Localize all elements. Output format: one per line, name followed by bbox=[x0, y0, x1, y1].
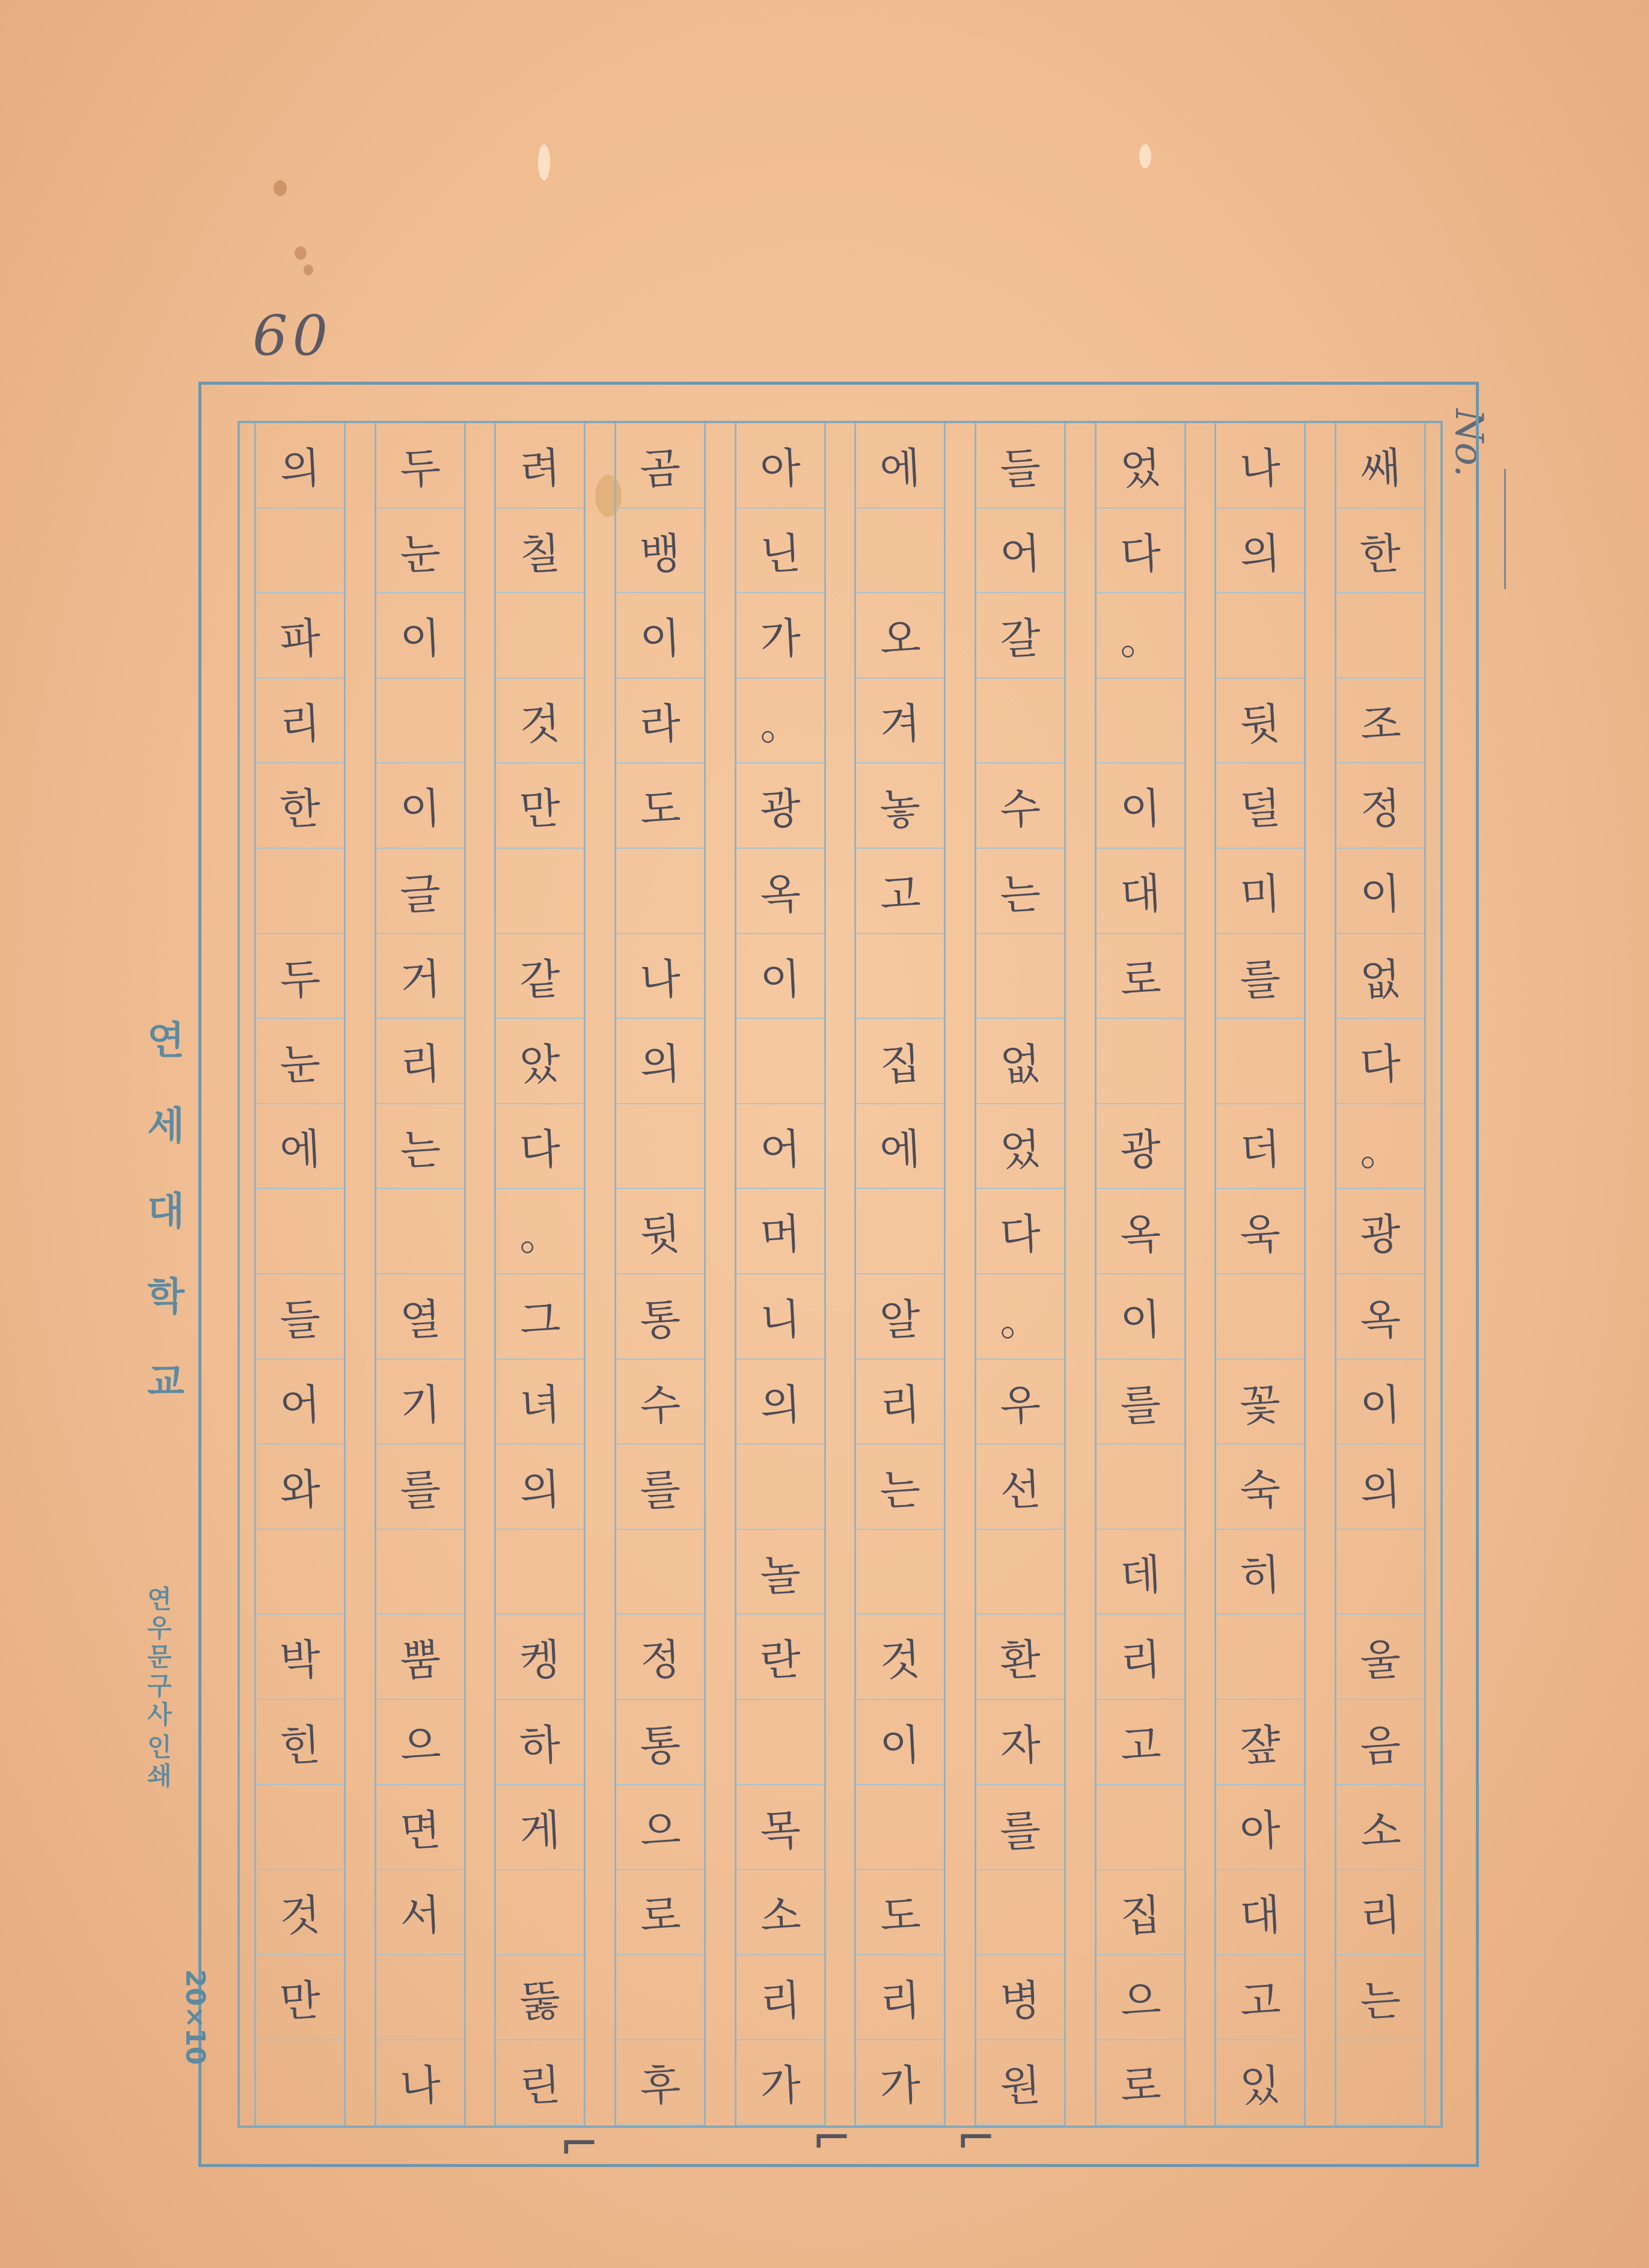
handwritten-char: 이 bbox=[1359, 1380, 1403, 1431]
margin-char: 사 bbox=[147, 1700, 172, 1729]
handwritten-char: 리 bbox=[1359, 1890, 1403, 1942]
handwritten-char: 리 bbox=[398, 1039, 442, 1091]
handwritten-char: 파 bbox=[278, 613, 322, 665]
handwritten-char: 는 bbox=[1359, 1975, 1403, 2027]
handwritten-char: 목 bbox=[759, 1805, 802, 1857]
handwritten-char: 려 bbox=[518, 443, 562, 495]
handwritten-char: 대 bbox=[1238, 1890, 1282, 1942]
handwritten-char: 다 bbox=[518, 1124, 562, 1176]
handwritten-char: 리 bbox=[759, 1975, 802, 2027]
handwritten-char: 광 bbox=[1119, 1124, 1162, 1176]
handwritten-char: 것 bbox=[878, 1634, 922, 1687]
handwritten-char: 만 bbox=[518, 783, 562, 836]
handwritten-char bbox=[974, 932, 1066, 1021]
handwritten-char: 도 bbox=[638, 783, 682, 836]
handwritten-char: 닌 bbox=[759, 528, 802, 580]
handwritten-char: 조 bbox=[1359, 698, 1403, 750]
handwritten-char: 알 bbox=[878, 1294, 922, 1346]
handwritten-char: 으 bbox=[398, 1720, 442, 1772]
handwritten-char: 통 bbox=[638, 1294, 682, 1346]
handwritten-char: 면 bbox=[398, 1805, 442, 1857]
handwritten-char: 집 bbox=[1119, 1890, 1162, 1942]
handwritten-char: 자 bbox=[999, 1720, 1042, 1772]
handwritten-char: 옥 bbox=[1359, 1294, 1403, 1346]
handwritten-char: 린 bbox=[518, 2060, 562, 2112]
handwritten-char: 에 bbox=[878, 1124, 922, 1176]
handwritten-char: 를 bbox=[398, 1464, 442, 1517]
handwritten-char: 이 bbox=[638, 613, 682, 665]
handwritten-char: 눈 bbox=[278, 1039, 322, 1091]
handwritten-char: 의 bbox=[1238, 528, 1282, 580]
grid-column bbox=[1214, 423, 1306, 2126]
handwritten-char: 욱 bbox=[1238, 1209, 1282, 1261]
handwritten-char: 덜 bbox=[1238, 783, 1282, 836]
handwritten-char: 울 bbox=[1359, 1634, 1403, 1687]
handwritten-char: 나 bbox=[398, 2060, 442, 2112]
paper-stain bbox=[1139, 144, 1151, 168]
handwritten-char bbox=[974, 1868, 1066, 1957]
handwritten-char: 뱅 bbox=[638, 528, 682, 580]
paper-stain bbox=[538, 144, 550, 180]
handwritten-char bbox=[614, 846, 706, 936]
handwritten-char: 리 bbox=[878, 1380, 922, 1431]
grid-column bbox=[375, 423, 466, 2126]
handwritten-char: 대 bbox=[1119, 869, 1162, 921]
handwritten-char bbox=[1214, 1272, 1306, 1362]
handwritten-char: 어 bbox=[759, 1124, 802, 1176]
handwritten-char: 우 bbox=[999, 1380, 1042, 1431]
handwritten-char: 고 bbox=[1238, 1975, 1282, 2027]
handwritten-char: 로 bbox=[1119, 2060, 1162, 2112]
handwritten-char: 소 bbox=[759, 1890, 802, 1942]
margin-char: 우 bbox=[147, 1613, 172, 1643]
handwritten-char: 고 bbox=[1119, 1720, 1162, 1772]
handwritten-char bbox=[494, 1527, 586, 1617]
handwritten-char: 이 bbox=[1119, 783, 1162, 836]
pencil-mark-icon: ⌐ bbox=[812, 2110, 852, 2166]
handwritten-char: 로 bbox=[1119, 954, 1162, 1006]
handwritten-char bbox=[854, 1527, 946, 1617]
handwritten-char: 쌔 bbox=[1359, 443, 1403, 495]
handwritten-char bbox=[254, 1527, 346, 1617]
handwritten-char: 이 bbox=[398, 613, 442, 665]
handwritten-char: 었 bbox=[1119, 443, 1162, 495]
handwritten-char: 았 bbox=[518, 1039, 562, 1091]
no-underline bbox=[1504, 469, 1506, 589]
handwritten-char: 뒷 bbox=[1238, 698, 1282, 750]
handwritten-char: 더 bbox=[1238, 1124, 1282, 1176]
handwritten-char: 소 bbox=[1359, 1805, 1403, 1857]
handwritten-char: 이 bbox=[398, 783, 442, 836]
handwritten-char: 。 bbox=[1118, 613, 1163, 665]
margin-char: 구 bbox=[147, 1671, 172, 1701]
handwritten-char: 아 bbox=[1238, 1805, 1282, 1857]
handwritten-char: 히 bbox=[1238, 1550, 1282, 1601]
margin-char: 세 bbox=[147, 1104, 185, 1149]
handwritten-char bbox=[494, 846, 586, 936]
handwritten-char: 리 bbox=[878, 1975, 922, 2027]
handwritten-char bbox=[854, 506, 946, 596]
handwritten-char bbox=[254, 506, 346, 596]
margin-char: 쇄 bbox=[147, 1761, 172, 1791]
handwritten-char: 서 bbox=[398, 1890, 442, 1942]
grid-column bbox=[1095, 423, 1186, 2126]
handwritten-char: 。 bbox=[518, 1209, 563, 1261]
handwritten-char bbox=[494, 591, 586, 680]
handwritten-char bbox=[1094, 1016, 1186, 1106]
manuscript-grid bbox=[237, 421, 1443, 2128]
handwritten-char: 는 bbox=[999, 869, 1042, 921]
handwritten-char: 녀 bbox=[518, 1380, 562, 1431]
margin-char: 연 bbox=[147, 1019, 185, 1063]
handwritten-char: 。 bbox=[757, 698, 803, 750]
grid-column bbox=[254, 423, 346, 2126]
handwritten-char bbox=[1335, 1527, 1427, 1617]
handwritten-char: 두 bbox=[278, 954, 322, 1006]
page-number: 60 bbox=[252, 304, 333, 368]
handwritten-char bbox=[1214, 1016, 1306, 1106]
handwritten-char: 의 bbox=[759, 1380, 802, 1431]
handwritten-char: 후 bbox=[638, 2060, 682, 2112]
handwritten-char: 통 bbox=[638, 1720, 682, 1772]
handwritten-char bbox=[1214, 1613, 1306, 1702]
grid-column bbox=[854, 423, 946, 2126]
handwritten-char: 란 bbox=[759, 1634, 802, 1687]
handwritten-char: 뿜 bbox=[398, 1634, 442, 1687]
handwritten-char: 원 bbox=[999, 2060, 1042, 2112]
handwritten-char: 옥 bbox=[759, 869, 802, 921]
handwritten-char: 이 bbox=[1119, 1294, 1162, 1346]
handwritten-char: 에 bbox=[278, 1124, 322, 1176]
handwritten-char: 가 bbox=[759, 613, 802, 665]
handwritten-char bbox=[374, 1953, 466, 2043]
handwritten-char bbox=[854, 1187, 946, 1277]
handwritten-char: 켕 bbox=[518, 1634, 562, 1687]
handwritten-char: 집 bbox=[878, 1039, 922, 1091]
handwritten-char bbox=[1335, 2038, 1427, 2128]
handwritten-char bbox=[494, 1868, 586, 1957]
handwritten-char: 뒷 bbox=[638, 1209, 682, 1261]
handwritten-char: 라 bbox=[638, 698, 682, 750]
margin-char: 학 bbox=[147, 1275, 185, 1319]
no-label: No. bbox=[1446, 409, 1491, 477]
handwritten-char bbox=[974, 676, 1066, 766]
handwritten-char bbox=[254, 846, 346, 936]
handwritten-char bbox=[254, 1783, 346, 1872]
paper-stain bbox=[304, 264, 313, 275]
handwritten-char bbox=[734, 1442, 826, 1532]
pencil-mark-icon: ⌐ bbox=[559, 2116, 600, 2172]
handwritten-char bbox=[374, 1187, 466, 1277]
paper-stain bbox=[274, 180, 287, 196]
handwritten-char: 꽃 bbox=[1238, 1380, 1282, 1431]
handwritten-char: 광 bbox=[1359, 1209, 1403, 1261]
handwritten-char: 와 bbox=[278, 1464, 322, 1517]
grid-column bbox=[974, 423, 1066, 2126]
handwritten-char: 으 bbox=[638, 1805, 682, 1857]
handwritten-char bbox=[614, 1953, 706, 2043]
margin-char: 연 bbox=[147, 1585, 172, 1614]
handwritten-char bbox=[974, 1527, 1066, 1617]
handwritten-char bbox=[734, 1698, 826, 1787]
handwritten-char: 쟢 bbox=[1238, 1720, 1282, 1772]
handwritten-char bbox=[854, 932, 946, 1021]
handwritten-char: 한 bbox=[278, 783, 322, 836]
handwritten-char: 의 bbox=[638, 1039, 682, 1091]
handwritten-char bbox=[1335, 591, 1427, 680]
handwritten-char: 의 bbox=[278, 443, 322, 495]
handwritten-char: 정 bbox=[638, 1634, 682, 1687]
printer-label bbox=[147, 1587, 172, 1789]
handwritten-char bbox=[254, 1187, 346, 1277]
handwritten-char: 뚫 bbox=[518, 1975, 562, 2027]
handwritten-char: 나 bbox=[1238, 443, 1282, 495]
handwritten-char: 하 bbox=[518, 1720, 562, 1772]
handwritten-char: 었 bbox=[999, 1124, 1042, 1176]
handwritten-char: 눈 bbox=[398, 528, 442, 580]
handwritten-char bbox=[734, 1016, 826, 1106]
handwritten-char: 곰 bbox=[638, 443, 682, 495]
handwritten-char: 병 bbox=[999, 1975, 1042, 2027]
handwritten-char bbox=[854, 1783, 946, 1872]
handwritten-char: 를 bbox=[1119, 1380, 1162, 1431]
handwritten-char: 미 bbox=[1238, 869, 1282, 921]
handwritten-char: 열 bbox=[398, 1294, 442, 1346]
handwritten-char bbox=[614, 1527, 706, 1617]
handwritten-char bbox=[374, 676, 466, 766]
handwritten-char: 를 bbox=[1238, 954, 1282, 1006]
handwritten-char: 로 bbox=[638, 1890, 682, 1942]
handwritten-char: 것 bbox=[278, 1890, 322, 1942]
handwritten-char bbox=[1094, 676, 1186, 766]
handwritten-char: 어 bbox=[999, 528, 1042, 580]
handwritten-char: 수 bbox=[638, 1380, 682, 1431]
handwritten-char: 리 bbox=[278, 698, 322, 750]
margin-char: 대 bbox=[147, 1190, 185, 1234]
margin-char: 교 bbox=[147, 1360, 185, 1405]
handwritten-char: 가 bbox=[878, 2060, 922, 2112]
handwritten-char: 옥 bbox=[1119, 1209, 1162, 1261]
handwritten-char: 는 bbox=[878, 1464, 922, 1517]
handwritten-char: 머 bbox=[759, 1209, 802, 1261]
handwritten-char: 같 bbox=[518, 954, 562, 1006]
handwritten-char: 놓 bbox=[878, 783, 922, 836]
handwritten-char: 나 bbox=[638, 954, 682, 1006]
handwritten-char: 오 bbox=[878, 613, 922, 665]
handwritten-char: 그 bbox=[518, 1294, 562, 1346]
university-label bbox=[147, 1019, 185, 1405]
handwritten-char: 게 bbox=[518, 1805, 562, 1857]
handwritten-char: 칠 bbox=[518, 528, 562, 580]
handwritten-char bbox=[614, 1102, 706, 1191]
handwritten-char: 음 bbox=[1359, 1720, 1403, 1772]
handwritten-char: 만 bbox=[278, 1975, 322, 2027]
handwritten-char: 를 bbox=[638, 1464, 682, 1517]
handwritten-char: 갈 bbox=[999, 613, 1042, 665]
handwritten-char: 도 bbox=[878, 1890, 922, 1942]
handwritten-char: 이 bbox=[878, 1720, 922, 1772]
handwritten-char: 광 bbox=[759, 783, 802, 836]
handwritten-char: 。 bbox=[1358, 1124, 1403, 1176]
handwritten-char: 한 bbox=[1359, 528, 1403, 580]
grid-column bbox=[735, 423, 826, 2126]
handwritten-char: 들 bbox=[999, 443, 1042, 495]
grid-column bbox=[494, 423, 586, 2126]
handwritten-char: 것 bbox=[518, 698, 562, 750]
handwritten-char: 기 bbox=[398, 1380, 442, 1431]
handwritten-char: 。 bbox=[998, 1294, 1043, 1346]
pencil-mark-icon: ⌐ bbox=[956, 2110, 997, 2166]
handwritten-char bbox=[1214, 591, 1306, 680]
handwritten-char: 놀 bbox=[759, 1550, 802, 1601]
margin-char: 문 bbox=[147, 1642, 172, 1672]
handwritten-char bbox=[374, 1527, 466, 1617]
handwritten-char: 힌 bbox=[278, 1720, 322, 1772]
handwritten-char: 선 bbox=[999, 1464, 1042, 1517]
handwritten-char: 다 bbox=[1119, 528, 1162, 580]
grid-size-text: 20×10 bbox=[180, 1969, 211, 2065]
handwritten-char: 다 bbox=[1359, 1039, 1403, 1091]
handwritten-char: 박 bbox=[278, 1634, 322, 1687]
handwritten-char: 으 bbox=[1119, 1975, 1162, 2027]
handwritten-char: 글 bbox=[398, 869, 442, 921]
handwritten-char: 니 bbox=[759, 1294, 802, 1346]
paper-stain bbox=[295, 246, 307, 260]
handwritten-char: 없 bbox=[999, 1039, 1042, 1091]
handwritten-char: 거 bbox=[398, 954, 442, 1006]
handwritten-char: 이 bbox=[1359, 869, 1403, 921]
handwritten-char: 리 bbox=[1119, 1634, 1162, 1687]
handwritten-char: 숙 bbox=[1238, 1464, 1282, 1517]
handwritten-char: 두 bbox=[398, 443, 442, 495]
grid-size-label bbox=[147, 1969, 243, 2065]
handwritten-char: 수 bbox=[999, 783, 1042, 836]
handwritten-char: 아 bbox=[759, 443, 802, 495]
margin-char: 인 bbox=[147, 1732, 172, 1762]
handwritten-char: 어 bbox=[278, 1380, 322, 1431]
handwritten-char: 고 bbox=[878, 869, 922, 921]
handwritten-char: 환 bbox=[999, 1634, 1042, 1687]
handwritten-char: 있 bbox=[1238, 2060, 1282, 2112]
handwritten-char: 의 bbox=[1359, 1464, 1403, 1517]
handwritten-char: 데 bbox=[1119, 1550, 1162, 1601]
handwritten-char: 에 bbox=[878, 443, 922, 495]
handwritten-char: 를 bbox=[999, 1805, 1042, 1857]
handwritten-char: 이 bbox=[759, 954, 802, 1006]
handwritten-char: 가 bbox=[759, 2060, 802, 2112]
handwritten-char: 없 bbox=[1359, 954, 1403, 1006]
grid-column bbox=[614, 423, 706, 2126]
handwritten-char bbox=[1094, 1783, 1186, 1872]
handwritten-char: 의 bbox=[518, 1464, 562, 1517]
handwritten-char: 다 bbox=[999, 1209, 1042, 1261]
handwritten-char: 정 bbox=[1359, 783, 1403, 836]
handwritten-char: 는 bbox=[398, 1124, 442, 1176]
handwritten-char bbox=[254, 2038, 346, 2128]
handwritten-char: 들 bbox=[278, 1294, 322, 1346]
handwritten-char bbox=[1094, 1442, 1186, 1532]
grid-column bbox=[1335, 423, 1426, 2126]
handwritten-char: 겨 bbox=[878, 698, 922, 750]
